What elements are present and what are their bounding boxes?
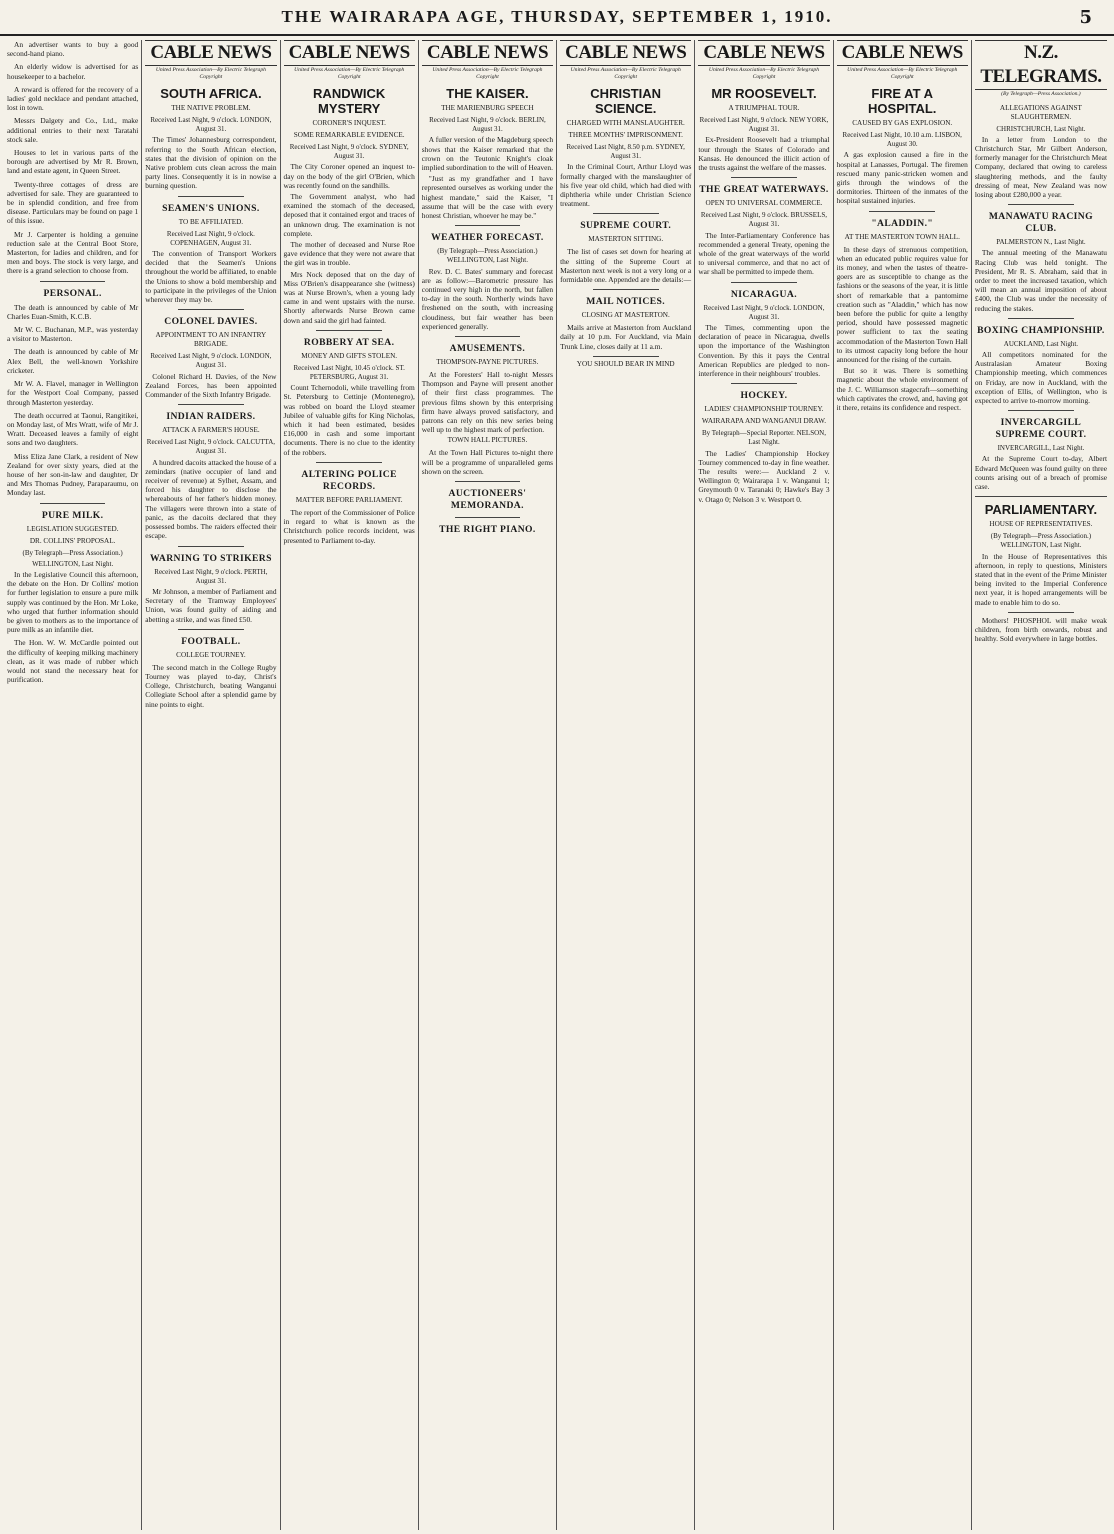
dateline: WELLINGTON, Last Night. xyxy=(32,559,114,568)
nz-telegrams-banner: N.Z. TELEGRAMS. xyxy=(975,40,1107,90)
article-paragraph: In these days of strenuous competition, when an educated public requires value for its money, and when the tastes of theatre-goers are as susceptible to change as the fashions or the seasons of the year, it is little short of remarkable that a pantomime creation such as "Aladdin," which has now been before the public for quite a lengthy period, should have possessed magnetic power sufficient to tax the seating accommodation of the Masterton Town Hall to its utmost capacity long before the hour announced for the rising of the curtain. xyxy=(836,244,968,365)
subheading: ATTACK A FARMER'S HOUSE. xyxy=(162,426,260,435)
personal-item: Miss Eliza Jane Clark, a resident of New Zealand for over sixty years, died at the house of her son-in-law and daughter, Dr and Mrs Thomas Pudney, Paraparaumu, on Monday last. xyxy=(7,451,139,498)
article-paragraph: All competitors nominated for the Australasian Amateur Boxing Championship meeting, which commences on Friday, are now in Auckland, with the exception of Ellis, of Wellington, who is expected to arrive to-morrow morning. xyxy=(974,349,1107,405)
press-credit: United Press Association—By Electric Telegraph Copyright xyxy=(570,67,681,80)
dateline: Received Last Night, 9 o'clock. COPENHAGEN, August 31. xyxy=(166,229,255,247)
article-paragraph: Mrs Nock deposed that on the day of Miss O'Brien's disappearance she (witness) was at Nurse Brown's, when a young lady came in and went upstairs with the nurse. Shortly afterwards Nurse Brown came down and said the girl had fainted. xyxy=(283,269,415,325)
press-credit: (By Telegraph—Press Association.) xyxy=(1001,91,1081,97)
article-paragraph: A hundred dacoits attacked the house of a zemindars (native occupier of land and receiver of revenue) at Sylhet, Assam, and forced his daughter to disclose the whereabouts of her father's hidden money. The villagers were thrown into a state of panic, as the dacoits declared that they possessed bombs. The raiders effected their escape. xyxy=(145,457,277,541)
personal-item: Mr W. A. Flavel, manager in Wellington for the Westport Coal Company, passed through Masterton yesterday. xyxy=(7,379,139,407)
subheading: AT THE MASTERTON TOWN HALL. xyxy=(844,232,960,241)
section-heading-personal: PERSONAL. xyxy=(43,287,102,299)
subheading: MONEY AND GIFTS STOLEN. xyxy=(301,351,398,360)
dateline: Received Last Night, 8.50 p.m. SYDNEY, August 31. xyxy=(566,143,685,161)
section-heading-pure-milk: PURE MILK. xyxy=(41,509,104,521)
article-paragraph: In a letter from London to the Christchurch Star, Mr Gilbert Anderson, formerly manager for the Christchurch Meat Company, declared that owing to careless slaughtering methods, and the faulty dressing of meat, New Zealand was now losing about £280,000 a year. xyxy=(974,134,1107,199)
headline-supreme-court: SUPREME COURT. xyxy=(580,220,672,232)
subheading: YOU SHOULD BEAR IN MIND xyxy=(576,359,675,368)
press-credit: United Press Association—By Electric Telegraph Copyright xyxy=(294,67,405,80)
headline-christian-science: CHRISTIAN SCIENCE. xyxy=(590,86,662,116)
subheading: CORONER'S INQUEST. xyxy=(312,119,386,127)
article-paragraph: The list of cases set down for hearing at the sitting of the Supreme Court at Masterton next week is not a very long or a formidable one. Appended are the details:— xyxy=(560,247,692,285)
personal-item: The death occurred at Taonui, Rangitikei, on Monday last, of Mrs Wratt, wife of Mr J. Wratt. Deceased leaves a family of eight sons and two daughters. xyxy=(7,410,139,448)
divider xyxy=(455,336,521,337)
article-paragraph: The City Coroner opened an inquest to-day on the body of the girl O'Brien, which was recently found on the sandhills. xyxy=(283,162,415,190)
article-paragraph: But so it was. There is something magnetic about the whole environment of the J. C. Williamson stagecraft—something which captivates the crowd, and, having got it there, retains its confidence and respect. xyxy=(836,366,968,413)
subheading: TO BE AFFILIATED. xyxy=(178,217,244,226)
ad-paragraph: A reward is offered for the recovery of a ladies' gold necklace and pendant attached, lost in town. xyxy=(7,84,139,113)
column-nz-telegrams xyxy=(972,40,1110,1530)
headline-auctioneers-memoranda: AUCTIONEERS' MEMORANDA. xyxy=(448,488,527,512)
headline-parliamentary: PARLIAMENTARY. xyxy=(984,502,1098,518)
dateline: (By Telegraph—Press Association.) WELLINGTON, Last Night. xyxy=(990,532,1092,550)
headline-fire-at-hospital: FIRE AT A HOSPITAL. xyxy=(868,86,937,116)
column-cable-news-4 xyxy=(557,40,695,1530)
headline-seamens-unions: SEAMEN'S UNIONS. xyxy=(162,202,260,214)
subheading: MASTERTON SITTING. xyxy=(588,235,664,244)
divider xyxy=(731,383,797,384)
headline-football: FOOTBALL. xyxy=(181,635,241,647)
article-paragraph: "Just as my grandfather and I have represented ourselves as working under the highest mandate," said the Kaiser, "I assume that will be the case with every honest Christian, whoever he may be." xyxy=(421,174,554,221)
dateline: Received Last Night, 9 o'clock. LONDON, August 31. xyxy=(150,116,272,134)
dateline: AUCKLAND, Last Night. xyxy=(1003,339,1079,348)
dateline: PALMERSTON N., Last Night. xyxy=(996,238,1086,247)
ad-paragraph: Twenty-three cottages of dress are advertised for sale. They are guaranteed to be in splendid condition, and free from disease. Particulars may be found on page 1 of this issue. xyxy=(7,179,139,226)
subheading: CLOSING AT MASTERTON. xyxy=(581,311,670,320)
headline-altering-police-records: ALTERING POLICE RECORDS. xyxy=(301,468,397,492)
headline-invercargill-court: INVERCARGILL SUPREME COURT. xyxy=(995,417,1087,441)
column-cable-news-1 xyxy=(142,40,280,1530)
subheading: HOUSE OF REPRESENTATIVES. xyxy=(989,520,1093,529)
article-paragraph: Colonel Richard H. Davies, of the New Zealand Forces, has been appointed Commander of the Sixth Infantry Brigade. xyxy=(145,371,277,400)
ad-paragraph: Messrs Dalgety and Co., Ltd., make additional entries to their next Taratahi stock sale. xyxy=(7,116,139,144)
subheading: LADIES' CHAMPIONSHIP TOURNEY. xyxy=(704,405,824,414)
dateline: Received Last Night, 9 o'clock. CALCUTTA, August 31. xyxy=(146,438,276,456)
divider xyxy=(1008,204,1074,205)
article-paragraph: In the Legislative Council this afternoon, the debate on the Hon. Dr Collins' motion for further legislation to ensure a pure milk supply was continued by the Hon. Mr Loke, who urged that further information should be given to mothers as to the importance of pure milk as an infantile diet. xyxy=(7,569,139,635)
dateline: CHRISTCHURCH, Last Night. xyxy=(996,124,1086,133)
article-paragraph: The second match in the College Rugby Tourney was played to-day, Christ's College, Christchurch, beating Wanganui Collegiate School after a splendid game by nine points to eight. xyxy=(145,662,277,709)
column-local-news xyxy=(4,40,142,1530)
press-credit: United Press Association—By Electric Telegraph Copyright xyxy=(708,67,820,80)
divider xyxy=(1008,410,1074,411)
article-paragraph: A gas explosion caused a fire in the hospital at Lanasses, Portugal. The firemen rescued many panic-stricken women and girls through the windows of the dormitories. Thirteen of the inmates of the hospital sustained injuries. xyxy=(836,150,968,206)
headline-hockey: HOCKEY. xyxy=(740,390,788,402)
headline-manawatu-racing: MANAWATU RACING CLUB. xyxy=(988,211,1093,235)
divider xyxy=(178,546,244,547)
column-cable-news-6 xyxy=(834,40,972,1530)
headline-warning-to-strikers: WARNING TO STRIKERS xyxy=(149,552,272,564)
divider xyxy=(593,289,659,290)
headline-randwick-mystery: RANDWICK MYSTERY xyxy=(313,86,386,116)
article-paragraph: The Inter-Parliamentary Conference has recommended a general Treaty, opening the whole of the great waterways of the world to universal commerce, and that no act of war shall be permitted to impede them. xyxy=(698,230,830,277)
article-paragraph: At the Foresters' Hall to-night Messrs Thompson and Payne will present another of their first class programmes. The previous films shown by this enterprising firm have always proved satisfactory, and patrons can rely on this new series being well up to the highest mark of perfection. xyxy=(421,370,554,435)
headline-the-right-piano: THE RIGHT PIANO. xyxy=(439,524,536,536)
article-paragraph: Mr Johnson, a member of Parliament and Secretary of the Tramway Employees' Union, was found guilty of aiding and abetting a strike, and was fined £50. xyxy=(145,586,277,624)
article-paragraph: The Government analyst, who had examined the stomach of the deceased, deposed that it contained ergot and traces of an unknown drug. The examination is not complete. xyxy=(283,192,415,238)
dateline: Received Last Night, 9 o'clock. NEW YORK, August 31. xyxy=(699,116,829,134)
dateline: Received Last Night, 9 o'clock. SYDNEY, August 31. xyxy=(289,143,409,161)
article-paragraph: At the Supreme Court to-day, Albert Edward McQueen was found guilty on three counts arising out of a breach of promise case. xyxy=(974,454,1107,491)
article-paragraph: A fuller version of the Magdeburg speech shows that the Kaiser remarked that the crown on the Teutonic Knight's cloak implied subordination to the will of Heaven. xyxy=(421,135,554,173)
article-paragraph: The Times, commenting upon the declaration of peace in Nicaragua, dwells upon the importance of the Washington Convention. By this it pays the Central American Republics are pledged to non-interference in their neighbours' troubles. xyxy=(698,323,830,379)
cable-news-banner: CABLE NEWS xyxy=(560,40,691,66)
personal-item: The death is announced by cable of Mr Charles Euan-Smith, K.C.B. xyxy=(7,302,139,321)
article-paragraph: At the Town Hall Pictures to-night there will be a programme of unparalleled gems shown on the screen. xyxy=(421,448,554,476)
column-cable-news-2 xyxy=(281,40,419,1530)
dateline: (By Telegraph—Press Association.) WELLINGTON, Last Night. xyxy=(437,247,538,265)
divider xyxy=(178,309,244,310)
advertisement: Mothers! PHOSPHOL will make weak children, from birth onwards, robust and healthy. Sold everywhere in large bottles. xyxy=(974,615,1107,644)
article-paragraph: The convention of Transport Workers decided that the Seamen's Unions throughout the world be affiliated, to enable the Unions to show a bold membership and to participate in the privileges of the Union wherever they may be. xyxy=(145,249,277,305)
subheading: DR. COLLINS' PROPOSAL. xyxy=(29,536,116,545)
dateline: Received Last Night, 9 o'clock. BRUSSELS, August 31. xyxy=(700,211,827,229)
press-credit: United Press Association—By Electric Telegraph Copyright xyxy=(432,67,543,80)
cable-news-banner: CABLE NEWS xyxy=(422,40,553,66)
ad-paragraph: An elderly widow is advertised for as housekeeper to a bachelor. xyxy=(7,62,139,81)
article-paragraph: Ex-President Roosevelt had a triumphal tour through the States of Colorado and Kansas. He denounced the illicit action of the trusts against the welfare of the masses. xyxy=(698,135,830,173)
subheading: THOMPSON-PAYNE PICTURES. xyxy=(436,358,539,367)
subheading: MATTER BEFORE PARLIAMENT. xyxy=(295,495,403,504)
personal-item: Mr W. C. Buchanan, M.P., was yesterday a visitor to Masterton. xyxy=(7,325,139,344)
headline-robbery-at-sea: ROBBERY AT SEA. xyxy=(303,336,395,348)
article-paragraph: In the Criminal Court, Arthur Lloyd was formally charged with the manslaughter of his five year old child, which had died with diphtheria while under Christian Science treatment. xyxy=(560,162,692,209)
divider xyxy=(1008,612,1074,613)
headline-nicaragua: NICARAGUA. xyxy=(730,288,797,300)
divider xyxy=(316,462,382,463)
dateline: Received Last Night, 9 o'clock. PERTH, August 31. xyxy=(154,567,268,585)
ad-paragraph: Houses to let in various parts of the borough are advertised by Mr R. Brown, land and estate agent, in Queen Street. xyxy=(7,148,139,176)
cable-news-banner: CABLE NEWS xyxy=(145,40,276,66)
article-paragraph: Count Tchernodoli, while travelling from St. Petersburg to Cettinje (Montenegro), was robbed on board the Lloyd steamer Jubilee of valuable gifts for King Nicholas, which it had been estimated, besides £16,000 in cash and some important documents. There is no clue to the identity of the robbers. xyxy=(283,383,415,457)
divider xyxy=(40,503,106,504)
divider xyxy=(455,517,521,518)
headline-south-africa: SOUTH AFRICA. xyxy=(160,86,262,101)
divider xyxy=(975,496,1107,497)
dateline: Received Last Night, 9 o'clock. BERLIN, August 31. xyxy=(429,116,546,134)
divider xyxy=(178,404,244,405)
press-credit: United Press Association—By Electric Telegraph Copyright xyxy=(847,67,958,80)
ad-paragraph: Mr J. Carpenter is holding a genuine reduction sale at the Central Boot Store, Masterton, for ladies and children, and for men and boys. The stock is very large, and there is a grand selection to choose from. xyxy=(7,229,139,276)
divider xyxy=(869,211,935,212)
subheading: LEGISLATION SUGGESTED. xyxy=(26,524,119,533)
subheading: SOME REMARKABLE EVIDENCE. xyxy=(293,131,405,139)
ad-paragraph: An advertiser wants to buy a good second-hand piano. xyxy=(7,40,139,59)
subheading: OPEN TO UNIVERSAL COMMERCE. xyxy=(705,199,823,208)
newspaper-title: THE WAIRARAPA AGE, THURSDAY, SEPTEMBER 1, 1910. xyxy=(281,7,833,26)
headline-mail-notices: MAIL NOTICES. xyxy=(586,296,666,308)
article-paragraph: The report of the Commissioner of Police in regard to what is known as the Christchurch police records incident, was presented to Parliament to-day. xyxy=(283,507,415,545)
subheading: TOWN HALL PICTURES. xyxy=(447,436,528,445)
article-paragraph: The mother of deceased and Nurse Roe gave evidence that they were not aware that the girl was in trouble. xyxy=(283,240,415,268)
article-paragraph: The annual meeting of the Manawatu Racing Club was held tonight. The President, Mr R. S. Abraham, said that in order to meet the increased taxation, which will mean an annual imposition of about £400, the Club was under the necessity of reducing the stakes. xyxy=(974,248,1107,313)
divider xyxy=(593,213,659,214)
divider xyxy=(178,196,244,197)
divider xyxy=(1008,318,1074,319)
subheading: THE MARIENBURG SPEECH xyxy=(441,104,534,112)
dateline: Received Last Night, 10.45 o'clock. ST. PETERSBURG, August 31. xyxy=(293,363,405,382)
subheading: THREE MONTHS' IMPRISONMENT. xyxy=(568,131,683,139)
headline-great-waterways: THE GREAT WATERWAYS. xyxy=(699,184,829,196)
divider xyxy=(455,225,521,226)
divider xyxy=(593,356,659,357)
dateline: Received Last Night, 10.10 a.m. LISBON, August 30. xyxy=(842,131,962,149)
dateline: Received Last Night, 9 o'clock. LONDON, August 31. xyxy=(703,303,825,321)
page-number: 5 xyxy=(1079,7,1092,28)
dateline: INVERCARGILL, Last Night. xyxy=(997,444,1085,453)
subheading: ALLEGATIONS AGAINST SLAUGHTERMEN. xyxy=(999,103,1082,121)
press-credit: United Press Association—By Electric Telegraph Copyright xyxy=(155,67,266,80)
masthead xyxy=(0,0,1114,36)
column-cable-news-3 xyxy=(419,40,557,1530)
dateline: By Telegraph—Special Reporter. NELSON, Last Night. xyxy=(701,429,826,447)
headline-aladdin: "ALADDIN." xyxy=(871,217,934,229)
cable-news-banner: CABLE NEWS xyxy=(698,40,829,66)
column-cable-news-5 xyxy=(695,40,833,1530)
article-paragraph: The Times' Johannesburg correspondent, referring to the South African election, states that the division of opinion on the Native problem cuts clean across the main party lines. Consequently it is in nowise a burning question. xyxy=(145,135,277,191)
divider xyxy=(455,481,521,482)
divider xyxy=(40,281,106,282)
article-paragraph: The Ladies' Championship Hockey Tourney commenced to-day in fine weather. The results were:— Auckland 2 v. Wellington 0; Wairarapa 1 v. Wanganui 1; Greymouth 0 v. Taranaki 0; Hawke's Bay 3 v. Otago 0; Nelson 3 v. Westport 0. xyxy=(698,448,830,504)
divider xyxy=(731,282,797,283)
personal-item: The death is announced by cable of Mr Alex Bell, the well-known Yorkshire cricketer. xyxy=(7,347,139,375)
cable-news-banner: CABLE NEWS xyxy=(284,40,415,66)
page-columns xyxy=(4,40,1110,1530)
dateline: Received Last Night, 9 o'clock. LONDON, August 31. xyxy=(150,352,272,370)
divider xyxy=(178,629,244,630)
subheading: THE NATIVE PROBLEM. xyxy=(171,104,251,112)
cable-news-banner: CABLE NEWS xyxy=(837,40,968,66)
headline-weather-forecast: WEATHER FORECAST. xyxy=(431,232,544,244)
headline-amusements: AMUSEMENTS. xyxy=(449,343,526,355)
headline-indian-raiders: INDIAN RAIDERS. xyxy=(166,411,256,423)
byline: (By Telegraph—Press Association.) xyxy=(22,548,123,557)
article-paragraph: Mails arrive at Masterton from Auckland daily at 10 p.m. For Auckland, via Main Trunk Line, closes daily at 11 a.m. xyxy=(560,323,692,351)
article-paragraph: In the House of Representatives this afternoon, in reply to questions, Ministers stated that in the event of the Prime Minister being invited to the Imperial Conference next year, it is hoped arrangements will be made to enable him to do so. xyxy=(974,551,1107,607)
headline-mr-roosevelt: MR ROOSEVELT. xyxy=(711,86,817,101)
subheading: WAIRARAPA AND WANGANUI DRAW. xyxy=(701,417,827,426)
article-paragraph: Rev. D. C. Bates' summary and forecast are as follow:—Barometric pressure has continued very high in the north, but fallen to-day in the south. Northerly winds have freshened on the south, with increasing cloudiness, but fair weather has been experienced generally. xyxy=(421,266,554,331)
headline-the-kaiser: THE KAISER. xyxy=(446,86,529,101)
article-paragraph: The Hon. W. W. McCardle pointed out the difficulty of keeping milking machinery clean, as it was made of rubber which would not stand the necessary heat for purification. xyxy=(7,638,139,685)
subheading: CHARGED WITH MANSLAUGHTER. xyxy=(566,119,685,127)
divider xyxy=(316,330,382,331)
divider xyxy=(731,177,797,178)
subheading: CAUSED BY GAS EXPLOSION. xyxy=(852,119,953,127)
subheading: A TRIUMPHAL TOUR. xyxy=(728,104,800,112)
headline-boxing: BOXING CHAMPIONSHIP. xyxy=(977,324,1105,336)
subheading: APPOINTMENT TO AN INFANTRY BRIGADE. xyxy=(155,331,267,349)
subheading: COLLEGE TOURNEY. xyxy=(176,650,246,659)
headline-colonel-davies: COLONEL DAVIES. xyxy=(164,316,258,328)
